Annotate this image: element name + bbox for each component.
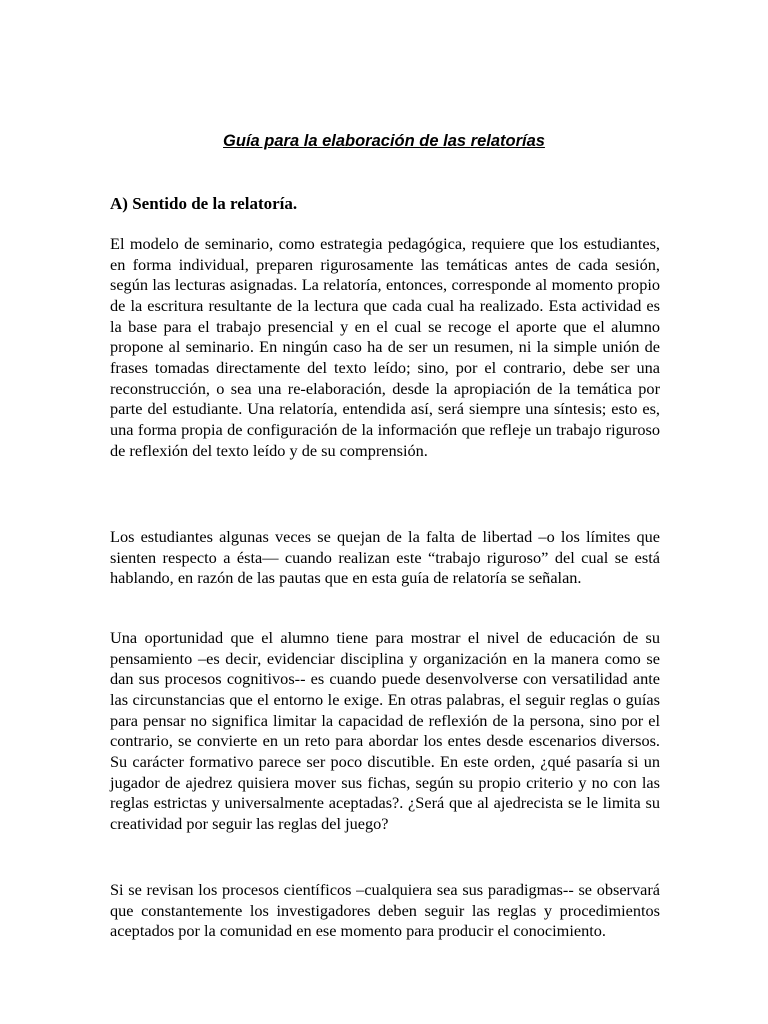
- document-title: Guía para la elaboración de las relatorías: [223, 132, 545, 150]
- paragraph-2: Los estudiantes algunas veces se quejan de la falta de libertad –o los límites que sienten respecto a ésta— cuando realizan este “trabajo riguroso” del cual se está hablando, en razón de las pautas que en esta guía de relatoría se señalan.: [110, 527, 660, 588]
- paragraph-4: Si se revisan los procesos científicos –cualquiera sea sus paradigmas-- se observará que constantemente los investigadores deben seguir las reglas y procedimientos aceptados por la comunidad en ese momento para producir el conocimiento.: [110, 880, 660, 941]
- section-heading: A) Sentido de la relatoría.: [110, 194, 298, 213]
- paragraph-1: El modelo de seminario, como estrategia pedagógica, requiere que los estudiantes, en forma individual, preparen rigurosamente las temáticas antes de cada sesión, según las lecturas asignadas. La relatoría, entonces, corresponde al momento propio de la escritura resultante de la lectura que cada cual ha realizado. Esta actividad es la base para el trabajo presencial y en el cual se recoge el aporte que el alumno propone al seminario. En ningún caso ha de ser un resumen, ni la simple unión de frases tomadas directamente del texto leído; sino, por el contrario, debe ser una reconstrucción, o sea una re-elaboración, desde la apropiación de la temática por parte del estudiante. Una relatoría, entendida así, será siempre una síntesis; esto es, una forma propia de configuración de la información que refleje un trabajo riguroso de reflexión del texto leído y de su comprensión.: [110, 234, 660, 460]
- paragraph-3: Una oportunidad que el alumno tiene para mostrar el nivel de educación de su pensamiento –es decir, evidenciar disciplina y organización en la manera como se dan sus procesos cognitivos-- es cuando puede desenvolverse con versatilidad ante las circunstancias que el entorno le exige. En otras palabras, el seguir reglas o guías para pensar no significa limitar la capacidad de reflexión de la persona, sino por el contrario, se convierte en un reto para abordar los entes desde escenarios diversos. Su carácter formativo parece ser poco discutible. En este orden, ¿qué pasaría si un jugador de ajedrez quisiera mover sus fichas, según su propio criterio y no con las reglas estrictas y universalmente aceptadas?. ¿Será que al ajedrecista se le limita su creatividad por seguir las reglas del juego?: [110, 628, 660, 833]
